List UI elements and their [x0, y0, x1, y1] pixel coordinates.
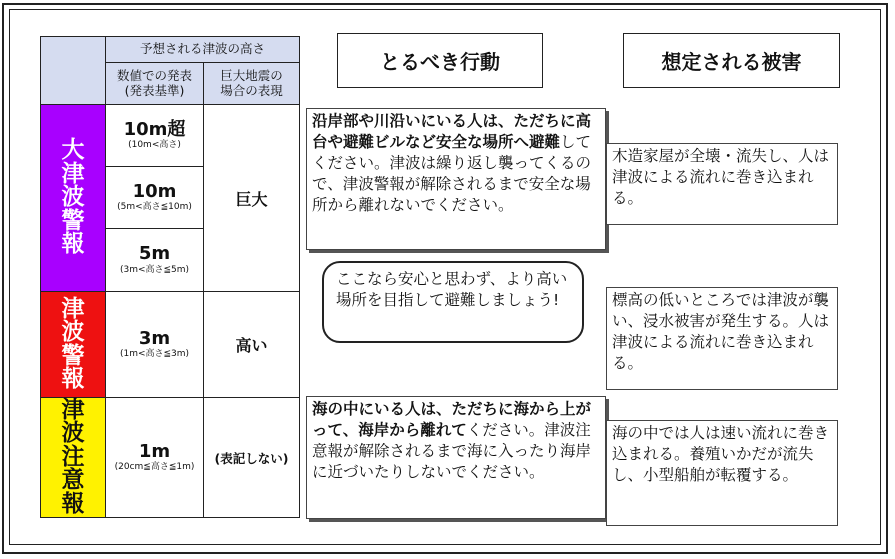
tsunami-advisory-label: 津 波 注 意 報	[41, 398, 106, 518]
action-sea-box	[306, 396, 606, 519]
damage-header: 想定される被害	[623, 33, 840, 88]
header-blank-cell	[41, 37, 106, 105]
expression-advisory: (表記しない)	[204, 398, 300, 518]
action-sea-text: ください。津波注意報が解除されるまで海に入ったり海岸に近づいたりしないでください。	[312, 421, 592, 482]
tsunami-height-table	[40, 36, 300, 518]
damage-tsunami-box: 標高の低いところでは津波が襲い、浸水被害が発生する。人は津波による流れに巻き込まれる。	[606, 287, 838, 390]
evacuation-tip-bubble: ここなら安心と思わず、より高い場所を目指して避難しましょう!	[322, 261, 584, 343]
header-expression-line1: 巨大地震の	[220, 68, 283, 84]
header-expression-line2: 場合の表現	[220, 82, 283, 98]
damage-major-box: 木造家屋が全壊・流失し、人は津波による流れに巻き込まれる。	[606, 143, 838, 225]
action-header: とるべき行動	[337, 33, 543, 88]
header-expression-column	[204, 63, 300, 105]
expression-tsunami: 高い	[204, 292, 300, 398]
tsunami-warning-label: 津 波 警 報	[41, 292, 106, 398]
damage-advisory-box: 海の中では人は速い流れに巻き込まれる。養殖いかだが流失し、小型船舶が転覆する。	[606, 420, 838, 526]
action-coastal-emphasis: 沿岸部や川沿いにいる人は、ただちに高台や避難ビルなど安全な場所へ避難	[312, 112, 592, 152]
header-numeric-line1: 数値での発表	[116, 68, 192, 84]
header-numeric-column	[106, 63, 204, 105]
major-tsunami-warning-label: 大 津 波 警 報	[41, 105, 106, 292]
action-coastal-text: してください。津波は繰り返し襲ってくるので、津波警報が解除されるまで安全な場所から離れないでください。	[312, 133, 592, 215]
action-coastal-box	[306, 108, 606, 250]
height-cell-10m-over: 10m超 (10m<高さ)	[106, 105, 204, 167]
height-cell-10m: 10m (5m<高さ≦10m)	[106, 167, 204, 229]
expression-major: 巨大	[204, 105, 300, 292]
header-predicted-height: 予想される津波の高さ	[106, 37, 300, 63]
height-cell-5m: 5m (3m<高さ≦5m)	[106, 229, 204, 292]
height-cell-3m: 3m (1m<高さ≦3m)	[106, 292, 204, 398]
header-numeric-line2: (発表基準)	[124, 82, 185, 98]
height-cell-1m: 1m (20cm≦高さ≦1m)	[106, 398, 204, 518]
action-sea-emphasis: 海の中にいる人は、ただちに海から上がって、海岸から離れて	[312, 400, 592, 440]
